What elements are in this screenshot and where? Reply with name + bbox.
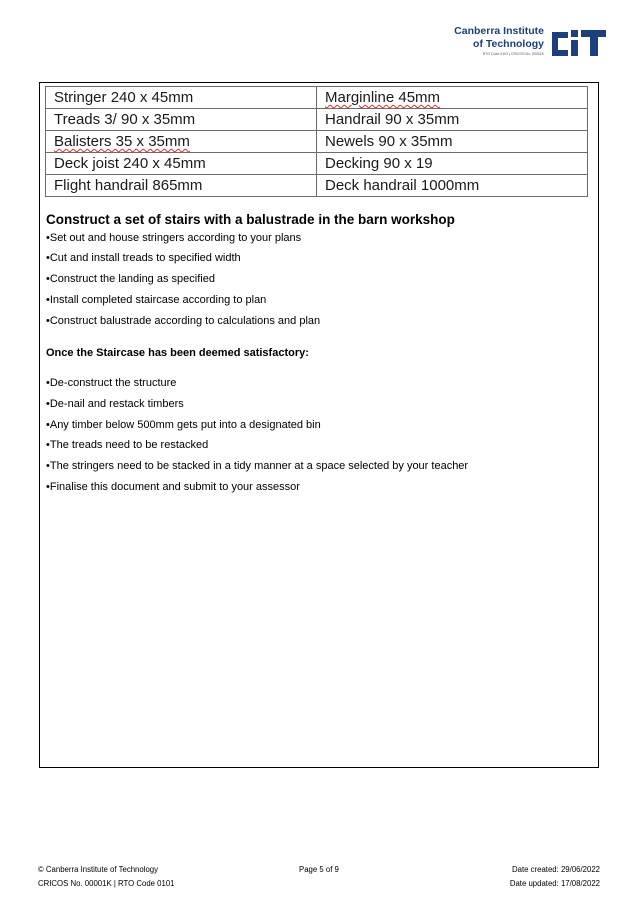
list-item: •Any timber below 500mm gets put into a designated bin — [46, 419, 321, 431]
table-cell-text: Balisters 35 x 35mm — [54, 133, 190, 150]
table-cell: Deck handrail 1000mm — [317, 175, 588, 197]
table-cell — [317, 87, 588, 109]
logo-line-1: Canberra Institute — [454, 25, 544, 37]
table-cell: Treads 3/ 90 x 35mm — [46, 109, 317, 131]
cit-logo-mark-icon — [550, 26, 608, 60]
table-cell: Deck joist 240 x 45mm — [46, 153, 317, 175]
table-row — [46, 109, 588, 131]
footer-date-created: Date created: 29/06/2022 — [512, 865, 600, 874]
table-cell: Handrail 90 x 35mm — [317, 109, 588, 131]
task-heading: Construct a set of stairs with a balustrade in the barn workshop — [46, 212, 455, 227]
table-row — [46, 153, 588, 175]
list-item: •De-construct the structure — [46, 377, 177, 389]
table-cell: Decking 90 x 19 — [317, 153, 588, 175]
cleanup-subheading: Once the Staircase has been deemed satisfactory: — [46, 347, 309, 359]
table-cell: Flight handrail 865mm — [46, 175, 317, 197]
list-item: •Cut and install treads to specified width — [46, 252, 241, 264]
list-item: •Construct balustrade according to calculations and plan — [46, 315, 321, 327]
list-item: •The stringers need to be stacked in a tidy manner at a space selected by your teacher — [46, 460, 469, 472]
logo-wordmark — [454, 25, 544, 57]
list-item: •Set out and house stringers according to your plans — [46, 232, 302, 244]
materials-table — [45, 86, 588, 197]
footer-date-updated: Date updated: 17/08/2022 — [509, 879, 600, 888]
table-row — [46, 131, 588, 153]
table-cell — [46, 131, 317, 153]
list-item: •The treads need to be restacked — [46, 439, 209, 451]
footer-cricos: CRICOS No. 00001K | RTO Code 0101 — [38, 879, 175, 888]
list-item: •Finalise this document and submit to your assessor — [46, 481, 300, 493]
list-item: •Construct the landing as specified — [46, 273, 215, 285]
table-cell: Stringer 240 x 45mm — [46, 87, 317, 109]
list-item: •De-nail and restack timbers — [46, 398, 184, 410]
logo-line-2: of Technology — [473, 38, 544, 50]
table-cell: Newels 90 x 35mm — [317, 131, 588, 153]
table-row — [46, 87, 588, 109]
table-cell-text: Marginline 45mm — [325, 89, 441, 106]
footer-copyright: © Canberra Institute of Technology — [38, 865, 159, 874]
table-row — [46, 175, 588, 197]
logo-small-print: RTO Code 0101 | CRICOS No. 00001K — [482, 52, 544, 56]
cit-logo — [442, 20, 608, 64]
list-item: •Install completed staircase according to plan — [46, 294, 267, 306]
footer-page-number: Page 5 of 9 — [299, 865, 339, 874]
